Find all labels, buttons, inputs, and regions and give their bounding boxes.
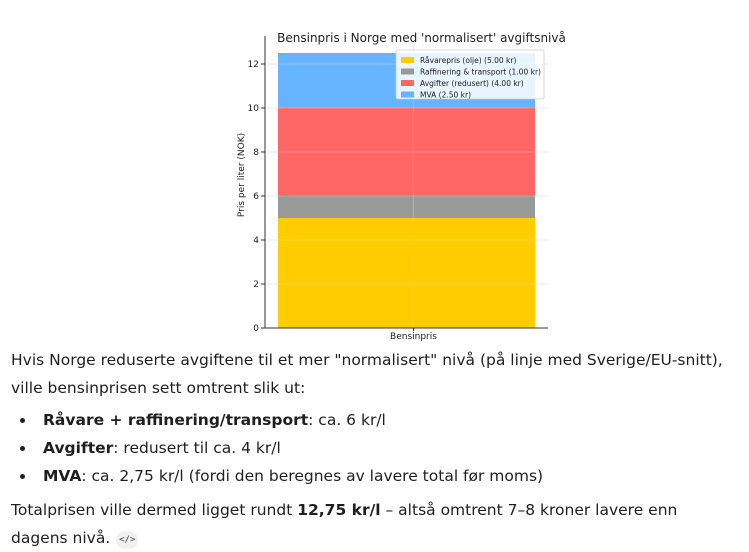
bullet-dot [20, 418, 25, 423]
legend-label: Raffinering & transport (1.00 kr) [420, 67, 541, 77]
y-tick-label: 0 [253, 324, 259, 334]
legend-swatch [401, 69, 414, 75]
y-tick-label: 12 [247, 60, 259, 70]
bullet-item [11, 462, 731, 490]
legend-swatch [401, 80, 414, 86]
legend-swatch [401, 92, 414, 98]
bullet-bold: MVA [43, 467, 82, 485]
total-text-after: – altså omtrent 7–8 kroner lavere enn dagens nivå. [11, 501, 678, 547]
bullet-bold: Avgifter [43, 439, 114, 457]
bullet-dot [20, 446, 25, 451]
legend-swatch [401, 57, 414, 63]
y-tick-label: 6 [253, 192, 259, 202]
y-tick-label: 8 [253, 148, 259, 158]
stacked-bar-chart [230, 24, 570, 344]
bar-segment [278, 196, 535, 218]
y-tick-label: 4 [253, 236, 259, 246]
y-axis-label: Pris per liter (NOK) [237, 132, 247, 218]
bullet-text: : redusert til ca. 4 kr/l [113, 439, 281, 457]
response-text [11, 346, 731, 552]
x-tick-label: Bensinpris [390, 332, 437, 342]
bullet-list [11, 406, 731, 490]
bullet-bold: Råvare + raffinering/transport [43, 411, 309, 429]
bar-segment [278, 218, 535, 328]
total-text-before: Totalprisen ville dermed ligget rundt [11, 501, 298, 519]
bullet-item [11, 434, 731, 462]
total-price: 12,75 kr/l [297, 501, 381, 519]
intro-paragraph: Hvis Norge reduserte avgiftene til et mer "normalisert" nivå (på linje med Sverige/EU-snitt), ville bensinprisen sett omtrent slik ut: [11, 351, 723, 397]
legend-label: Avgifter (redusert) (4.00 kr) [420, 79, 524, 88]
chart-title: Bensinpris i Norge med 'normalisert' avgiftsnivå [277, 31, 566, 45]
legend-label: MVA (2.50 kr) [420, 90, 471, 100]
y-tick-label: 2 [253, 280, 259, 290]
y-tick-label: 10 [247, 104, 259, 114]
chart-svg [230, 24, 570, 344]
total-paragraph [11, 496, 731, 552]
bullet-text: : ca. 6 kr/l [308, 411, 386, 429]
legend-label: Råvarepris (olje) (5.00 kr) [420, 56, 517, 65]
bullet-item [11, 406, 731, 434]
bullet-text: : ca. 2,75 kr/l (fordi den beregnes av lavere total før moms) [81, 467, 544, 485]
bullet-dot [20, 474, 25, 479]
code-view-button[interactable]: </> [116, 531, 138, 549]
